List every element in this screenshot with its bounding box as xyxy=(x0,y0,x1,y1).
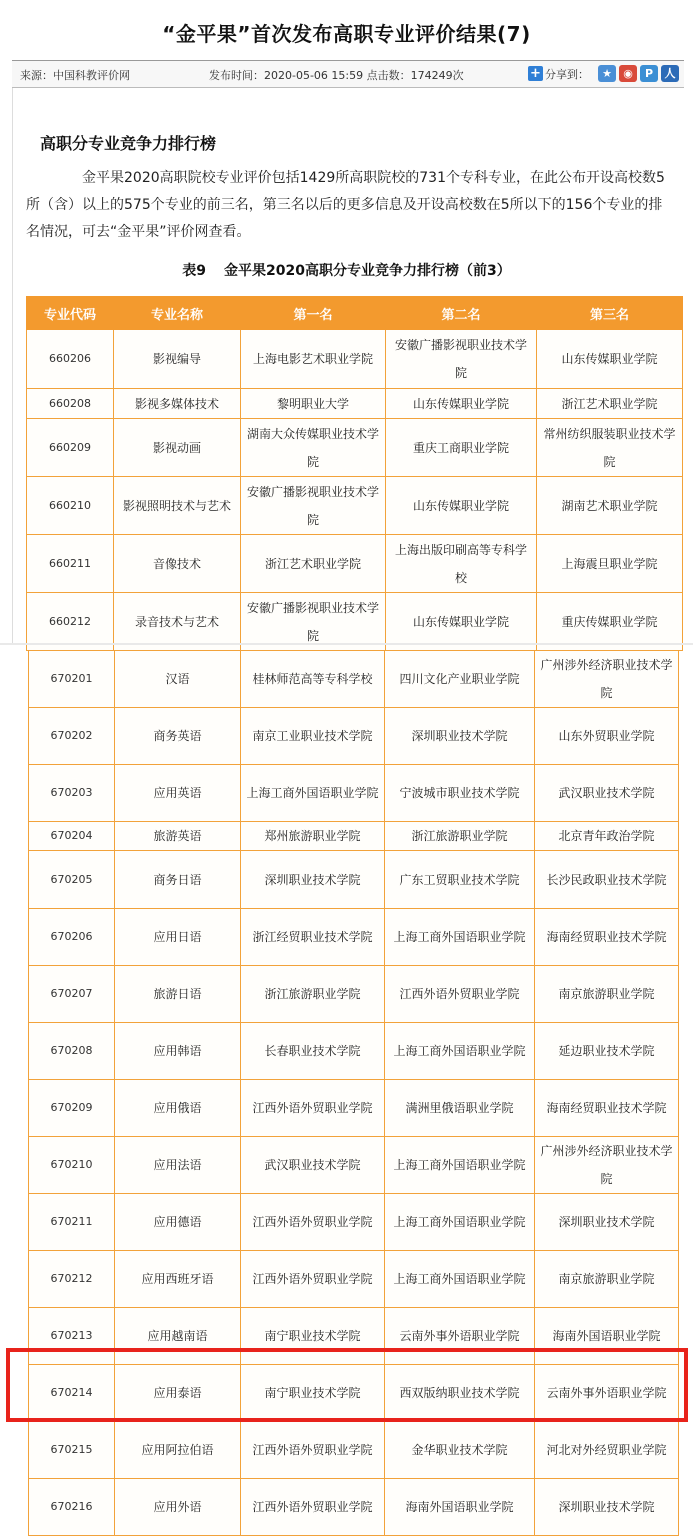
cell-code: 670216 xyxy=(29,1479,115,1536)
cell-first: 郑州旅游职业学院 xyxy=(241,822,385,851)
cell-second: 上海工商外国语职业学院 xyxy=(385,1137,535,1194)
table-row xyxy=(29,1479,679,1536)
cell-major: 应用西班牙语 xyxy=(115,1251,241,1308)
cell-first: 南宁职业技术学院 xyxy=(241,1365,385,1422)
cell-second: 山东传媒职业学院 xyxy=(386,389,537,419)
cell-code: 660208 xyxy=(27,389,114,419)
cell-third: 南京旅游职业学院 xyxy=(535,966,679,1023)
cell-first: 浙江旅游职业学院 xyxy=(241,966,385,1023)
ranking-table-part1 xyxy=(26,296,683,651)
cell-first: 江西外语外贸职业学院 xyxy=(241,1422,385,1479)
cell-second: 广东工贸职业技术学院 xyxy=(385,851,535,909)
table-row xyxy=(27,330,683,389)
cell-third: 长沙民政职业技术学院 xyxy=(535,851,679,909)
cell-major: 应用泰语 xyxy=(115,1365,241,1422)
table-row xyxy=(27,535,683,593)
cell-first: 江西外语外贸职业学院 xyxy=(241,1080,385,1137)
header-second: 第二名 xyxy=(386,297,537,330)
header-first: 第一名 xyxy=(241,297,386,330)
cell-third: 北京青年政治学院 xyxy=(535,822,679,851)
cell-second: 海南外国语职业学院 xyxy=(385,1479,535,1536)
cell-second: 江西外语外贸职业学院 xyxy=(385,966,535,1023)
table-row xyxy=(29,909,679,966)
cell-third: 广州涉外经济职业技术学院 xyxy=(535,1137,679,1194)
cell-first: 上海工商外国语职业学院 xyxy=(241,765,385,822)
cell-code: 660211 xyxy=(27,535,114,593)
article-publish-info: 发布时间：2020-05-06 15:59 点击数：174249次 xyxy=(209,69,464,82)
cell-third: 山东外贸职业学院 xyxy=(535,708,679,765)
ranking-table-top xyxy=(26,296,683,651)
header-code: 专业代码 xyxy=(27,297,114,330)
cell-major: 应用阿拉伯语 xyxy=(115,1422,241,1479)
table-row xyxy=(29,651,679,708)
cell-first: 黎明职业大学 xyxy=(241,389,386,419)
cell-third: 延边职业技术学院 xyxy=(535,1023,679,1080)
table-row xyxy=(29,1137,679,1194)
share-renren-icon[interactable]: 人 xyxy=(661,65,679,82)
cell-first: 浙江经贸职业技术学院 xyxy=(241,909,385,966)
cell-second: 四川文化产业职业学院 xyxy=(385,651,535,708)
cell-major: 影视照明技术与艺术 xyxy=(114,477,241,535)
cell-third: 广州涉外经济职业技术学院 xyxy=(535,651,679,708)
cell-major: 应用英语 xyxy=(115,765,241,822)
cell-code: 670209 xyxy=(29,1080,115,1137)
cell-first: 浙江艺术职业学院 xyxy=(241,535,386,593)
table-caption-number: 表9 xyxy=(182,263,207,279)
cell-second: 云南外事外语职业学院 xyxy=(385,1308,535,1365)
cell-code: 670202 xyxy=(29,708,115,765)
table-row xyxy=(27,389,683,419)
share-favorite-icon[interactable]: ★ xyxy=(598,65,616,82)
table-row xyxy=(29,1023,679,1080)
cell-third: 武汉职业技术学院 xyxy=(535,765,679,822)
cell-code: 670205 xyxy=(29,851,115,909)
cell-major: 应用俄语 xyxy=(115,1080,241,1137)
screenshot-seam xyxy=(0,643,693,645)
cell-code: 670203 xyxy=(29,765,115,822)
share-plus-icon[interactable]: + xyxy=(528,66,543,81)
cell-major: 应用外语 xyxy=(115,1479,241,1536)
cell-code: 670210 xyxy=(29,1137,115,1194)
cell-second: 上海出版印刷高等专科学校 xyxy=(386,535,537,593)
cell-first: 武汉职业技术学院 xyxy=(241,1137,385,1194)
cell-second: 山东传媒职业学院 xyxy=(386,593,537,651)
cell-third: 深圳职业技术学院 xyxy=(535,1194,679,1251)
intro-paragraph xyxy=(26,165,676,246)
cell-code: 670212 xyxy=(29,1251,115,1308)
cell-third: 上海震旦职业学院 xyxy=(537,535,683,593)
cell-third: 常州纺织服装职业技术学院 xyxy=(537,419,683,477)
article-meta-bar xyxy=(12,60,684,88)
cell-major: 商务日语 xyxy=(115,851,241,909)
table-row xyxy=(29,1308,679,1365)
table-caption-text: 金平果2020高职分专业竞争力排行榜（前3） xyxy=(224,263,511,279)
cell-code: 670211 xyxy=(29,1194,115,1251)
cell-major: 应用日语 xyxy=(115,909,241,966)
header-major: 专业名称 xyxy=(114,297,241,330)
cell-code: 670201 xyxy=(29,651,115,708)
article-source: 来源：中国科教评价网 xyxy=(20,69,130,82)
cell-third: 山东传媒职业学院 xyxy=(537,330,683,389)
table-row xyxy=(29,1194,679,1251)
cell-second: 西双版纳职业技术学院 xyxy=(385,1365,535,1422)
intro-paragraph-text: 金平果2020高职院校专业评价包括1429所高职院校的731个专科专业，在此公布开设高校数5所（含）以上的575个专业的前三名，第三名以后的更多信息及开设高校数在5所以下的156个专业的排名情况，可去“金平果”评价网查看。 xyxy=(26,170,665,240)
cell-third: 海南外国语职业学院 xyxy=(535,1308,679,1365)
table-row xyxy=(29,966,679,1023)
article-title: “金平果”首次发布高职专业评价结果(7) xyxy=(162,22,531,46)
table-header-row xyxy=(27,297,683,330)
cell-code: 660212 xyxy=(27,593,114,651)
table-row xyxy=(29,708,679,765)
share-p-icon[interactable]: P xyxy=(640,65,658,82)
cell-second: 上海工商外国语职业学院 xyxy=(385,909,535,966)
cell-first: 江西外语外贸职业学院 xyxy=(241,1194,385,1251)
cell-major: 应用德语 xyxy=(115,1194,241,1251)
table-row xyxy=(29,1365,679,1422)
cell-major: 影视编导 xyxy=(114,330,241,389)
cell-second: 上海工商外国语职业学院 xyxy=(385,1194,535,1251)
cell-first: 安徽广播影视职业技术学院 xyxy=(241,593,386,651)
table-row xyxy=(29,1251,679,1308)
cell-third: 海南经贸职业技术学院 xyxy=(535,909,679,966)
cell-code: 660206 xyxy=(27,330,114,389)
cell-major: 应用韩语 xyxy=(115,1023,241,1080)
cell-first: 桂林师范高等专科学校 xyxy=(241,651,385,708)
cell-third: 重庆传媒职业学院 xyxy=(537,593,683,651)
cell-third: 湖南艺术职业学院 xyxy=(537,477,683,535)
content-left-rule xyxy=(12,88,13,643)
cell-major: 商务英语 xyxy=(115,708,241,765)
cell-first: 南京工业职业技术学院 xyxy=(241,708,385,765)
table-row xyxy=(27,477,683,535)
cell-major: 应用越南语 xyxy=(115,1308,241,1365)
share-bar xyxy=(528,65,679,82)
cell-second: 宁波城市职业技术学院 xyxy=(385,765,535,822)
table-row xyxy=(29,765,679,822)
header-third: 第三名 xyxy=(537,297,683,330)
cell-first: 湖南大众传媒职业技术学院 xyxy=(241,419,386,477)
table-row xyxy=(29,1080,679,1137)
cell-second: 金华职业技术学院 xyxy=(385,1422,535,1479)
cell-third: 河北对外经贸职业学院 xyxy=(535,1422,679,1479)
cell-code: 670204 xyxy=(29,822,115,851)
cell-first: 上海电影艺术职业学院 xyxy=(241,330,386,389)
cell-first: 深圳职业技术学院 xyxy=(241,851,385,909)
cell-major: 影视动画 xyxy=(114,419,241,477)
cell-major: 录音技术与艺术 xyxy=(114,593,241,651)
cell-third: 浙江艺术职业学院 xyxy=(537,389,683,419)
cell-code: 670207 xyxy=(29,966,115,1023)
cell-third: 南京旅游职业学院 xyxy=(535,1251,679,1308)
cell-major: 旅游日语 xyxy=(115,966,241,1023)
ranking-table-bottom xyxy=(28,650,679,1536)
cell-major: 汉语 xyxy=(115,651,241,708)
cell-code: 670214 xyxy=(29,1365,115,1422)
section-title: 高职分专业竞争力排行榜 xyxy=(40,134,217,153)
cell-first: 安徽广播影视职业技术学院 xyxy=(241,477,386,535)
share-weibo-icon[interactable]: ◉ xyxy=(619,65,637,82)
cell-second: 浙江旅游职业学院 xyxy=(385,822,535,851)
cell-major: 应用法语 xyxy=(115,1137,241,1194)
cell-code: 660209 xyxy=(27,419,114,477)
cell-second: 深圳职业技术学院 xyxy=(385,708,535,765)
cell-code: 670208 xyxy=(29,1023,115,1080)
cell-major: 旅游英语 xyxy=(115,822,241,851)
cell-code: 670215 xyxy=(29,1422,115,1479)
share-label: 分享到： xyxy=(545,67,589,81)
cell-second: 安徽广播影视职业技术学院 xyxy=(386,330,537,389)
table-caption xyxy=(0,260,693,280)
cell-first: 江西外语外贸职业学院 xyxy=(241,1479,385,1536)
cell-second: 满洲里俄语职业学院 xyxy=(385,1080,535,1137)
cell-code: 660210 xyxy=(27,477,114,535)
cell-code: 670206 xyxy=(29,909,115,966)
cell-second: 重庆工商职业学院 xyxy=(386,419,537,477)
table-row xyxy=(27,419,683,477)
table-row xyxy=(29,822,679,851)
cell-major: 音像技术 xyxy=(114,535,241,593)
cell-second: 上海工商外国语职业学院 xyxy=(385,1251,535,1308)
cell-major: 影视多媒体技术 xyxy=(114,389,241,419)
cell-first: 江西外语外贸职业学院 xyxy=(241,1251,385,1308)
cell-third: 海南经贸职业技术学院 xyxy=(535,1080,679,1137)
cell-third: 云南外事外语职业学院 xyxy=(535,1365,679,1422)
cell-second: 山东传媒职业学院 xyxy=(386,477,537,535)
table-row xyxy=(29,1422,679,1479)
cell-second: 上海工商外国语职业学院 xyxy=(385,1023,535,1080)
cell-first: 长春职业技术学院 xyxy=(241,1023,385,1080)
table-row xyxy=(29,851,679,909)
cell-first: 南宁职业技术学院 xyxy=(241,1308,385,1365)
table-row xyxy=(27,593,683,651)
cell-third: 深圳职业技术学院 xyxy=(535,1479,679,1536)
cell-code: 670213 xyxy=(29,1308,115,1365)
ranking-table-part2 xyxy=(28,650,679,1536)
